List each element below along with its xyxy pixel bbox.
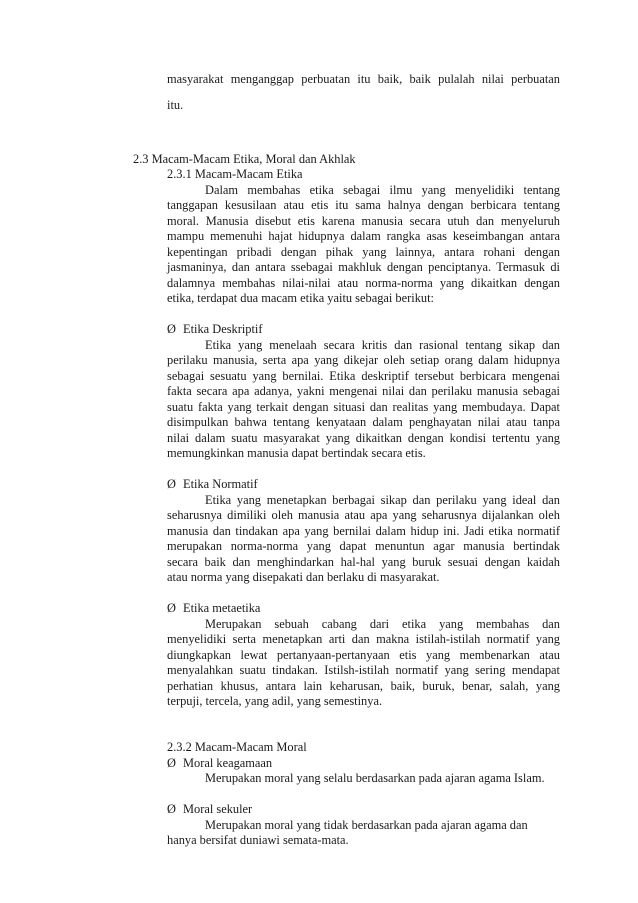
bullet-item-title: [167, 477, 258, 492]
paragraph-line: tanggapan kesusilaan atau etis itu sama halnya dengan berbicara tentang: [167, 198, 560, 212]
bullet-line: Merupakan sebuah cabang dari etika yang membahas dan: [205, 617, 560, 631]
paragraph-line: jasmaninya, dan antara ssebagai makhluk dengan penciptanya. Termasuk di: [167, 260, 560, 274]
bullet-line: Etika yang menelaah secara kritis dan rasional tentang sikap dan: [205, 338, 560, 352]
bullet-line: perilaku manusia, serta apa yang dikejar oleh setiap orang dalam hidupnya: [167, 353, 560, 367]
bullet-title: Moral sekuler: [183, 802, 253, 816]
section-heading: 2.3 Macam-Macam Etika, Moral dan Akhlak: [133, 152, 356, 166]
bullet-title: Moral keagamaan: [183, 756, 273, 770]
paragraph-line: dalamnya membahas nilai-nilai atau norma-norma yang dikaitkan dengan: [167, 276, 560, 290]
bullet-line: terpuji, tercela, yang adil, yang semestinya.: [167, 694, 383, 708]
bullet-line: Merupakan moral yang tidak berdasarkan pada ajaran agama dan: [205, 818, 528, 832]
arrow-bullet-icon: Ø: [167, 322, 176, 336]
arrow-bullet-icon: Ø: [167, 802, 176, 816]
bullet-line: menyalahkan suatu tindakan. Istilsh-istilah normatif yang sering mendapat: [167, 663, 560, 677]
bullet-line: diungkapkan lewat pertanyaan-pertanyaan etis yang membenarkan atau: [167, 648, 560, 662]
bullet-line: fakta secara apa adanya, yakni mengenai nilai dan perilaku manusia sebagai: [167, 384, 560, 398]
bullet-item-title: [167, 802, 252, 817]
bullet-line: hanya bersifat duniawi semata-mata.: [167, 833, 349, 847]
bullet-line: perhatian khusus, antara lain keharusan, baik, buruk, benar, salah, yang: [167, 679, 560, 693]
intro-line: masyarakat menganggap perbuatan itu baik, baik pulalah nilai perbuatan: [167, 72, 560, 86]
bullet-line: manusia dan tindakan apa yang bernilai dalam hidup ini. Jadi etika normatif: [167, 524, 560, 538]
paragraph-line: etika, terdapat dua macam etika yaitu sebagai berikut:: [167, 291, 434, 305]
bullet-line: menyelidiki serta menetapkan arti dan makna istilah-istilah normatif yang: [167, 632, 560, 646]
bullet-title: Etika Deskriptif: [183, 322, 263, 336]
bullet-line: sebagai sesuatu yang bernilai. Etika deskriptif tersebut berbicara mengenai: [167, 369, 560, 383]
bullet-line: atau norma yang disepakati dan berlaku di masyarakat.: [167, 570, 440, 584]
bullet-item-title: [167, 756, 272, 771]
paragraph-line: kepentingan pribadi dengan pihak yang lainnya, antara rohani dengan: [167, 245, 560, 259]
arrow-bullet-icon: Ø: [167, 477, 176, 491]
bullet-title: Etika Normatif: [183, 477, 258, 491]
bullet-line: seharusnya dimiliki oleh manusia atau apa yang seharusnya dijalankan oleh: [167, 508, 560, 522]
arrow-bullet-icon: Ø: [167, 601, 176, 615]
bullet-line: disimpulkan bahwa tentang kenyataan dalam penghayatan nilai atau tanpa: [167, 415, 560, 429]
bullet-line: Etika yang menetapkan berbagai sikap dan perilaku yang ideal dan: [205, 493, 560, 507]
paragraph-line: moral. Manusia disebut etis karena manusia secara utuh dan menyeluruh: [167, 214, 560, 228]
bullet-line: nilai dalam suatu masyarakat yang dikaitkan dengan kondisi tertentu yang: [167, 431, 560, 445]
intro-line: itu.: [167, 98, 184, 112]
paragraph-line: Dalam membahas etika sebagai ilmu yang menyelidiki tentang: [205, 183, 560, 197]
subsection-heading-moral: 2.3.2 Macam-Macam Moral: [167, 740, 307, 754]
bullet-line: Merupakan moral yang selalu berdasarkan pada ajaran agama Islam.: [205, 771, 545, 785]
bullet-line: secara baik dan menghindarkan hal-hal yang buruk sesuai dengan kaidah: [167, 555, 560, 569]
bullet-line: merupakan norma-norma yang dapat menuntun agar manusia bertindak: [167, 539, 560, 553]
bullet-line: suatu fakta yang terkait dengan situasi dan realitas yang membudaya. Dapat: [167, 400, 560, 414]
paragraph-line: mampu memenuhi hajat hidupnya dalam rangka asas keseimbangan antara: [167, 229, 560, 243]
bullet-title: Etika metaetika: [183, 601, 261, 615]
bullet-line: memungkinkan manusia dapat bertindak secara etis.: [167, 446, 426, 460]
subsection-heading-etika: 2.3.1 Macam-Macam Etika: [167, 167, 303, 181]
arrow-bullet-icon: Ø: [167, 756, 176, 770]
bullet-item-title: [167, 601, 260, 616]
bullet-item-title: [167, 322, 263, 337]
